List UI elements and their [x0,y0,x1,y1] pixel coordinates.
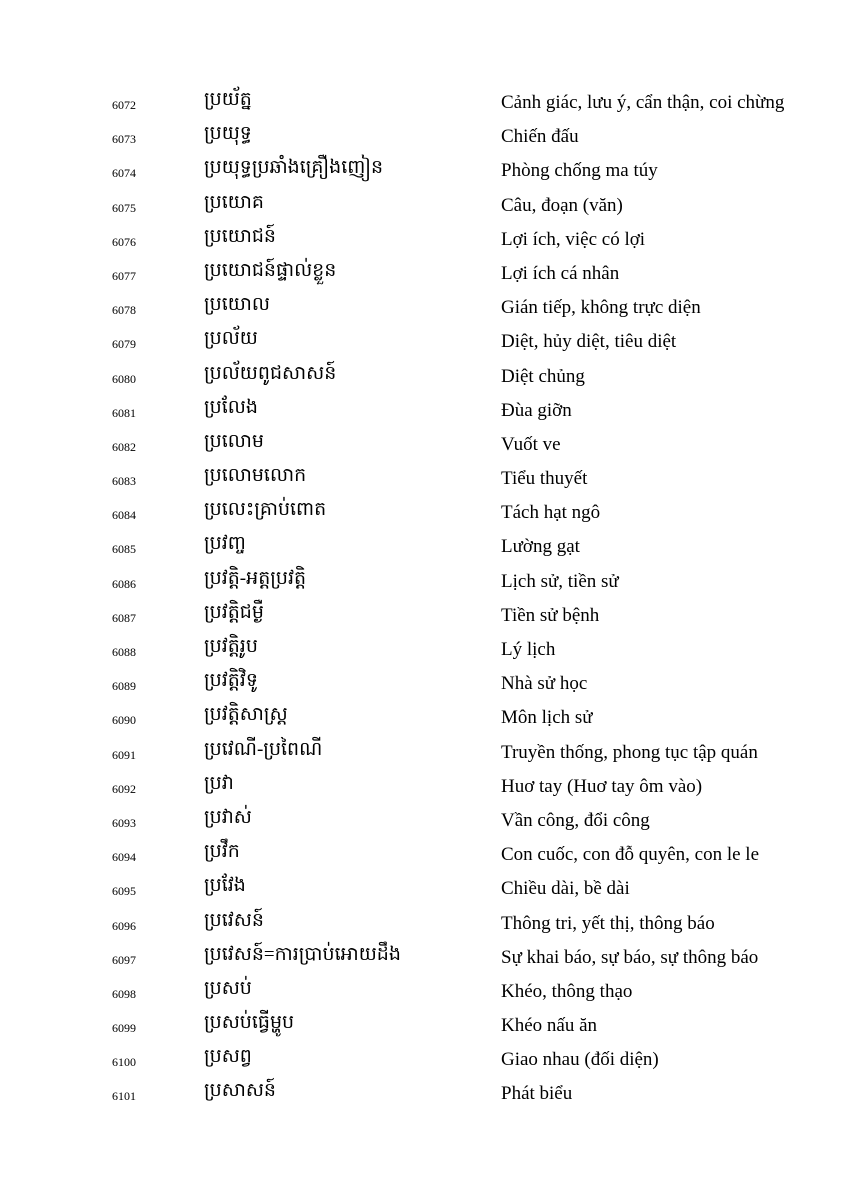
khmer-term: ប្រវេសន៍=ការប្រាប់អោយដឹង [204,943,401,965]
vietnamese-translation: Sự khai báo, sự báo, sự thông báo [501,946,759,968]
khmer-term: ប្រលោម [204,430,264,452]
entry-number: 6076 [112,234,136,249]
vietnamese-translation: Chiều dài, bề dài [501,878,630,900]
khmer-term: ប្រលោមលោក [204,465,307,487]
entry-number: 6077 [112,268,136,283]
list-item [0,941,848,975]
entry-number: 6100 [112,1055,136,1070]
khmer-term: ប្រយោជន៍ផ្ទាល់ខ្លួន [204,259,337,281]
vietnamese-translation: Thông tri, yết thị, thông báo [501,912,715,934]
khmer-term: ប្រយុទ្ធប្រឆាំងគ្រឿងញៀន [204,157,384,179]
vietnamese-translation: Lường gạt [501,536,580,558]
entry-number: 6074 [112,166,136,181]
list-item [0,394,848,428]
entry-number: 6082 [112,439,136,454]
khmer-term: ប្រល័យពូជសាសន៍ [204,362,337,384]
vietnamese-translation: Gián tiếp, không trực diện [501,297,701,319]
vietnamese-translation: Môn lịch sử [501,707,593,729]
list-item [0,1043,848,1077]
vietnamese-translation: Huơ tay (Huơ tay ôm vào) [501,775,703,797]
entry-number: 6075 [112,200,136,215]
list-item [0,667,848,701]
khmer-term: ប្រវញ្ច [204,533,246,555]
list-item [0,770,848,804]
vietnamese-translation: Khéo nấu ăn [501,1015,598,1037]
entry-number: 6098 [112,986,136,1001]
entry-number: 6088 [112,645,136,659]
list-item [0,1009,848,1043]
khmer-term: ប្រសព្វ [204,1046,252,1068]
vietnamese-translation: Khéo, thông thạo [501,980,633,1002]
entry-number: 6087 [112,610,136,625]
list-item [0,633,848,667]
list-item [0,736,848,770]
khmer-term: ប្រល័យ [204,328,258,350]
vietnamese-translation: Con cuốc, con đỗ quyên, con le le [501,844,760,866]
vietnamese-translation: Câu, đoạn (văn) [501,194,623,216]
vietnamese-translation: Lợi ích, việc có lợi [501,228,646,250]
dictionary-entry-list [0,86,848,1112]
khmer-term: ប្រយ័ត្ន [204,89,252,110]
list-item [0,86,848,120]
khmer-term: ប្រយោគ [204,191,264,213]
khmer-term: ប្រយោល [204,294,270,316]
entry-number: 6085 [112,542,136,557]
entry-number: 6092 [112,781,136,796]
vietnamese-translation: Nhà sử học [501,673,588,695]
list-item [0,257,848,291]
khmer-term: ប្រសាសន៍ [204,1080,276,1102]
vietnamese-translation: Vần công, đổi công [501,809,650,831]
list-item [0,291,848,325]
khmer-term: ប្រវឹក [204,841,240,863]
list-item [0,189,848,223]
vietnamese-translation: Tiền sử bệnh [501,604,600,626]
vietnamese-translation: Lịch sử, tiền sử [501,570,619,592]
khmer-term: ប្រវត្តិរូប [204,636,258,657]
entry-number: 6093 [112,815,136,830]
entry-number: 6090 [112,713,136,728]
vietnamese-translation: Chiến đấu [501,126,579,148]
list-item [0,975,848,1009]
khmer-term: ប្រវត្តិវិទូ [204,670,258,692]
khmer-term: ប្រសប់ [204,977,252,999]
list-item [0,701,848,735]
entry-number: 6091 [112,747,136,762]
khmer-term: ប្រលែង [204,396,258,418]
khmer-term: ប្រវត្តិ-អត្តប្រវត្តិ [204,567,307,589]
vietnamese-translation: Cảnh giác, lưu ý, cẩn thận, coi chừng [501,92,785,113]
khmer-term: ប្រវា [204,772,234,794]
entry-number: 6086 [112,576,136,591]
list-item [0,565,848,599]
list-item [0,496,848,530]
list-item [0,360,848,394]
vietnamese-translation: Giao nhau (đối diện) [501,1049,659,1071]
entry-number: 6073 [112,132,136,147]
list-item [0,428,848,462]
khmer-term: ប្រលេះគ្រាប់ពោត [204,499,327,521]
khmer-term: ប្រវេណី-ប្រពៃណី [204,738,323,760]
vietnamese-translation: Diệt, hủy diệt, tiêu diệt [501,331,677,353]
list-item [0,872,848,906]
entry-number: 6099 [112,1021,136,1036]
vietnamese-translation: Diệt chủng [501,365,585,387]
vietnamese-translation: Lý lịch [501,639,556,660]
list-item [0,325,848,359]
entry-number: 6081 [112,405,136,420]
list-item [0,120,848,154]
entry-number: 6097 [112,952,136,967]
khmer-term: ប្រវេសន៍ [204,909,264,931]
vietnamese-translation: Truyền thống, phong tục tập quán [501,741,758,763]
list-item [0,838,848,872]
list-item [0,804,848,838]
vietnamese-translation: Vuốt ve [501,433,561,455]
khmer-term: ប្រវែង [204,875,246,897]
entry-number: 6079 [112,337,136,352]
entry-number: 6078 [112,303,136,318]
vietnamese-translation: Đùa giỡn [501,399,572,421]
khmer-term: ប្រសប់ធ្វើម្ហូប [204,1012,295,1034]
vietnamese-translation: Tiểu thuyết [501,468,588,490]
list-item [0,907,848,941]
entry-number: 6101 [112,1089,136,1104]
list-item [0,599,848,633]
khmer-term: ប្រយោជន៍ [204,225,276,247]
entry-number: 6096 [112,918,136,933]
entry-number: 6084 [112,508,136,523]
entry-number: 6094 [112,850,136,865]
vietnamese-translation: Phòng chống ma túy [501,160,658,182]
khmer-term: ប្រវត្តិជម្ងឺ [204,601,264,623]
khmer-term: ប្រយុទ្ធ [204,123,252,145]
khmer-term: ប្រវត្តិសាស្ត្រ [204,704,288,726]
list-item [0,223,848,257]
entry-number: 6083 [112,474,136,489]
list-item [0,462,848,496]
vietnamese-translation: Lợi ích cá nhân [501,262,620,284]
vietnamese-translation: Tách hạt ngô [501,502,601,524]
entry-number: 6072 [112,98,136,112]
vietnamese-translation: Phát biểu [501,1083,573,1105]
list-item [0,154,848,188]
entry-number: 6089 [112,679,136,694]
list-item [0,1077,848,1111]
entry-number: 6095 [112,884,136,899]
list-item [0,530,848,564]
khmer-term: ប្រវាស់ [204,806,252,828]
entry-number: 6080 [112,371,136,386]
